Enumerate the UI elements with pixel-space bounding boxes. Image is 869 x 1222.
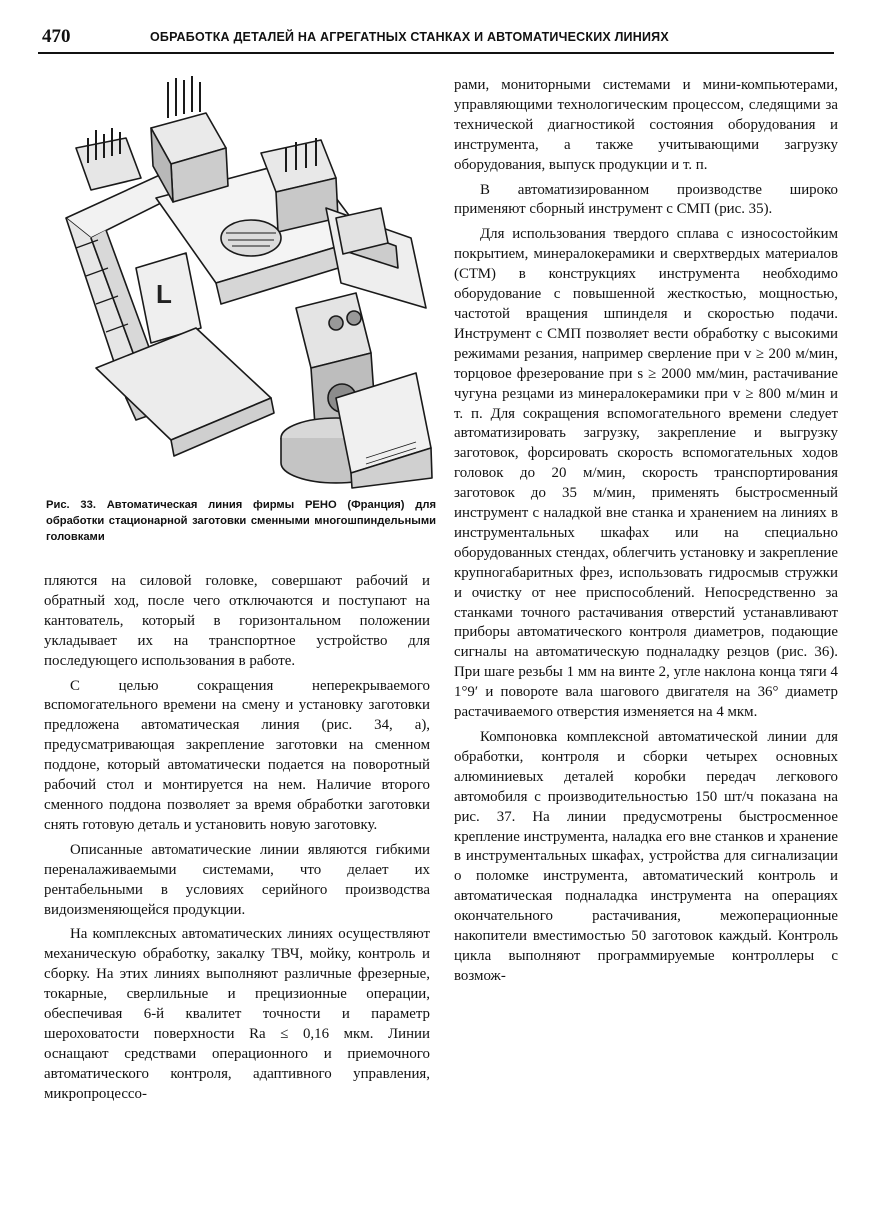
right-paragraph-3: Для использования твердого сплава с износостойким покрытием, минералокерамики и сверхтвердых материалов (СТМ) в конструкциях инструмента необходимо оборудование с повышенной жесткостью, мощностью, частотой вращения шпинделя и скоростью подачи. Инструмент с СМП позволяет вести обработку с высокими режимами резания, например сверление при v ≥ 200 м/мин, торцовое фрезерование при s ≥ 2000 мм/мин, растачивание чугуна резцами из минералокерамики при v ≥ 800 м/мин и т. п. Для сокращения вспомогательного времени следует автоматизировать загрузку, закрепление и выгрузку заготовок, форсировать скорость вспомогательных ходов головок до 20 м/мин, скорость транспортирования заготовок до 35 м/мин, применять быстросменный инструмент с наладкой вне станка и хранением на линиях в инструментальных шкафах или на специально оборудованных стендах, облегчить установку и закрепление крупногабаритных фрез, использовать гидросмыв стружки и очистку от нее приспособлений. Непосредственно за станками точного растачивания отверстий устанавливают приборы автоматического контроля диаметров, подающие сигналы на автоматическую подналадку резцов (рис. 36). При шаге резьбы 1 мм на винте 2, угле наклона конца тяги 4 1°9′ и повороте вала шагового двигателя на 36° диаметр растачиваемого отверстия изменяется на 4 мкм. [454,226,838,721]
right-paragraph-4: Компоновка комплексной автоматической линии для обработки, контроля и сборки четырех основных алюминиевых деталей коробки передач легкового автомобиля с производительностью 150 шт/ч показана на рис. 37. На линии предусмотрены быстросменное крепление инструмента, наладка его вне станков и хранение в инструментальных шкафах, устройства для сигнализации о поломке инструмента, автоматический контроль и автоматическая подналадка инструмента на операциях окончательного растачивания, межоперационные накопители вместимостью 50 заготовок каждый. Контроль цикла выполняют программируемые контроллеры с возмож- [454,729,838,984]
header-rule [38,52,834,54]
right-column [454,76,838,992]
left-paragraph-4: На комплексных автоматических линиях осуществляют механическую обработку, закалку ТВЧ, мойку, контроль и сборку. На этих линиях выполняют различные фрезерные, токарные, сверлильные и прецизионные операции, обеспечивая 6-й квалитет точности и параметр шероховатости поверхности Ra ≤ 0,16 мкм. Линии оснащают средствами операционного и приемочного автоматического контроля, адаптивного управления, микропроцессо- [44,926,430,1102]
left-column [44,572,430,1110]
figure-caption: Рис. 33. Автоматическая линия фирмы РЕНО (Франция) для обработки стационарной заготовки сменными многошпиндельными головками [46,499,436,543]
running-head: ОБРАБОТКА ДЕТАЛЕЙ НА АГРЕГАТНЫХ СТАНКАХ И АВТОМАТИЧЕСКИХ ЛИНИЯХ [150,30,669,44]
svg-text:L: L [156,279,172,309]
right-paragraph-1: рами, мониторными системами и мини-компьютерами, управляющими технологическим процессом, следящими за технической диагностикой состояния оборудования и инструмента, а также учитывающими загрузку оборудования, выпуск продукции и т. п. [454,77,838,173]
left-paragraph-3: Описанные автоматические линии являются гибкими переналаживаемыми системами, что делает их рентабельными в условиях серийного производства видоизменяющейся продукции. [44,841,430,918]
left-paragraph-2: С целью сокращения неперекрываемого вспомогательного времени на смену и установку заготовки предложена автоматическая линия (рис. 34, а), предусматривающая закрепление заготовки на сменном поддоне, который автоматически подается на поворотный рабочий стол и монтируется на нем. Наличие второго сменного поддона позволяет за время обработки заготовки снять готовую деталь и установить новую заготовку. [44,677,430,833]
right-paragraph-2: В автоматизированном производстве широко применяют сборный инструмент с СМП (рис. 35). [454,181,838,218]
left-paragraph-1: пляются на силовой головке, совершают рабочий и обратный ход, после чего отключаются и поступают на кантователь, который в горизонтальном положении укладывает их на транспортное устройство для последующего использования в работе. [44,573,430,669]
figure-automatic-line-illustration [36,68,438,490]
page-number: 470 [42,26,71,47]
